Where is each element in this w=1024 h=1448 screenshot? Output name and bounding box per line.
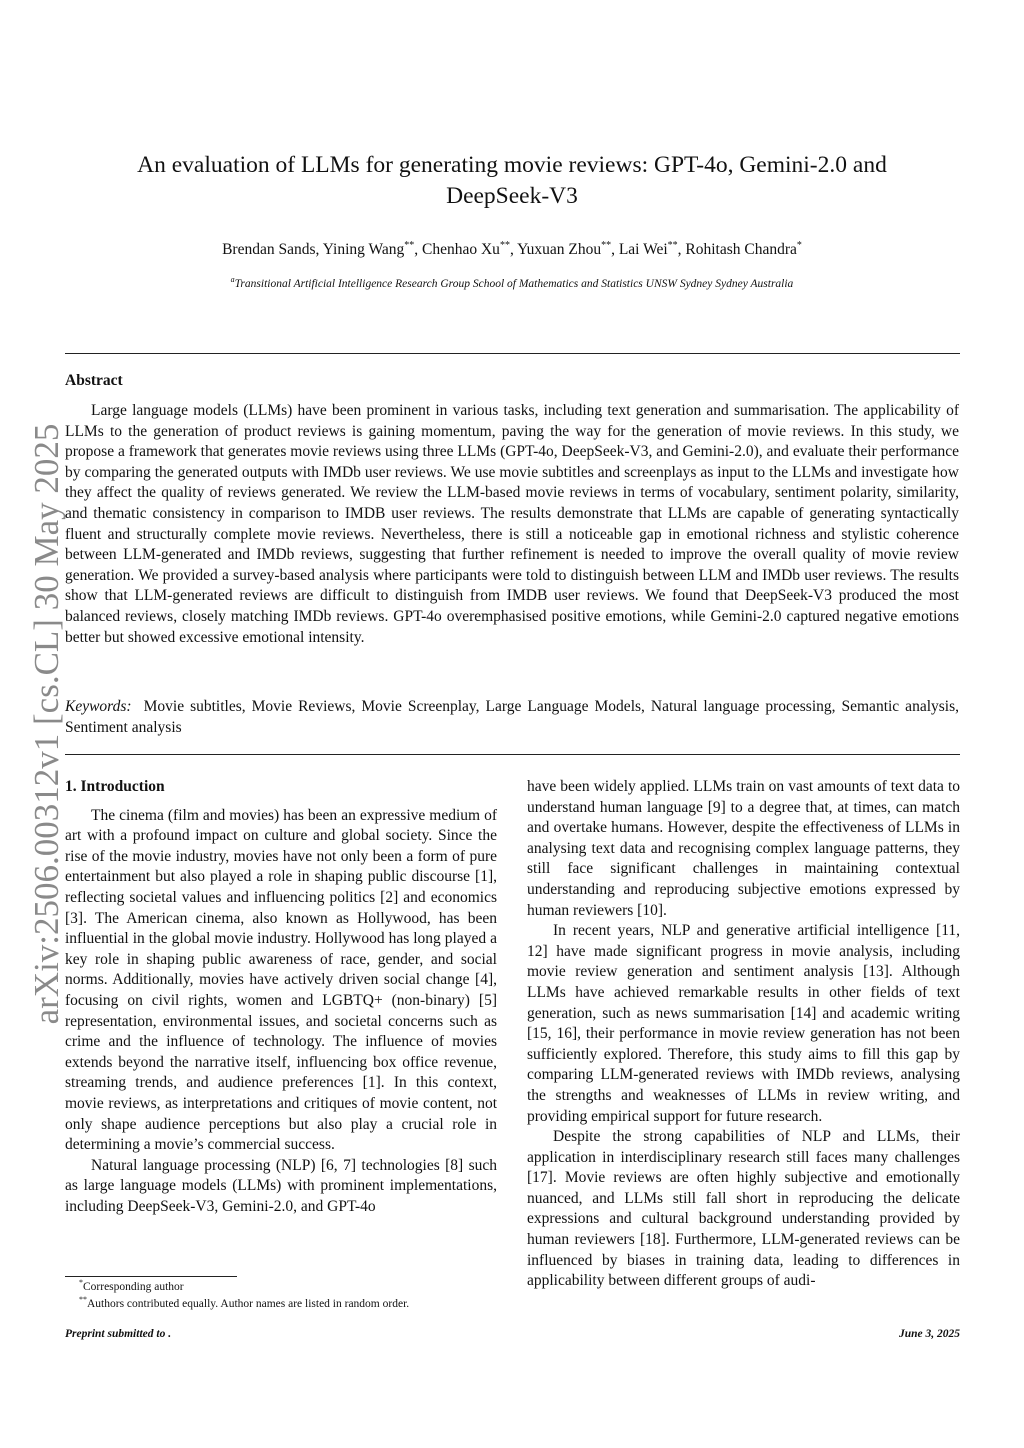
footnotes: [65, 1279, 505, 1312]
author-separator: ,: [414, 241, 423, 258]
affiliation-text: Transitional Artificial Intelligence Research Group School of Mathematics and Statistics UNSW Sydney Sydney Australia: [234, 278, 794, 290]
arxiv-identifier-stamp: [24, 420, 70, 1028]
intro-paragraph-1: The cinema (film and movies) has been an expressive medium of art with a profound impact on culture and global society. Since the rise of the movie industry, movies have not only been a form of pure entertainment but also played a role in shaping public discourse [1], reflecting societal values and influencing politics [2] and economics [3]. The American cinema, also known as Hollywood, has been influential in the global movie industry. Hollywood has long played a key role in shaping public awareness of race, gender, and social norms. Additionally, movies have actively driven social change [4], focusing on civil rights, women and LGBTQ+ (non-binary) [5] representation, environmental issues, and societal concerns such as crime and the influence of technology. The influence of movies extends beyond the narrative itself, influencing box office revenue, streaming trends, and audience preferences [1]. In this context, movie reviews, as interpretations and critiques of movie content, not only shape audience perceptions but also play a crucial role in determining a movie’s commercial success.: [65, 806, 497, 1154]
footer-date: June 3, 2025: [898, 1328, 960, 1340]
author-separator: ,: [677, 241, 686, 258]
author-mark: **: [404, 239, 415, 251]
section-divider: [65, 754, 960, 755]
paper-title-line-1: An evaluation of LLMs for generating movie reviews: GPT-4o, Gemini-2.0 and: [137, 152, 887, 178]
footnote: [65, 1279, 505, 1296]
author-separator: ,: [509, 241, 518, 258]
author-mark: **: [499, 239, 510, 251]
affiliation: [60, 276, 964, 292]
footnote-text: Authors contributed equally. Author names are listed in random order.: [87, 1297, 410, 1310]
author-separator: ,: [611, 241, 619, 258]
introduction-heading: 1. Introduction: [65, 778, 165, 795]
footnote: [65, 1296, 505, 1313]
author-name: Yining Wang: [322, 241, 405, 258]
intro-paragraph-2: Natural language processing (NLP) [6, 7] technologies [8] such as large language models (LLMs) with prominent implementations, including DeepSeek-V3, Gemini-2.0, and GPT-4o: [65, 1156, 497, 1215]
abstract-heading: Abstract: [65, 372, 123, 389]
author-name: Chenhao Xu: [422, 241, 500, 258]
arxiv-identifier-text: arXiv:2506.00312v1 [cs.CL] 30 May 2025: [27, 423, 66, 1025]
author-mark: **: [601, 239, 612, 251]
top-divider: [65, 353, 960, 354]
author-name: Brendan Sands: [222, 241, 316, 258]
author-name: Lai Wei: [618, 241, 668, 258]
footnote-divider: [65, 1276, 237, 1277]
keywords: [65, 697, 959, 738]
author-name: Yuxuan Zhou: [517, 241, 602, 258]
intro-paragraph-4: Despite the strong capabilities of NLP and LLMs, their application in interdisciplinary research still faces many challenges [17]. Movie reviews are often highly subjective and emotionally nuanced, and LLMs still fall short in reproducing the delicate expressions and cultural background understanding provided by human reviewers [18]. Furthermore, LLM-generated reviews can be influenced by biases in training data, leading to differences in applicability between different groups of audi-: [527, 1128, 960, 1290]
footer-preprint-note: Preprint submitted to .: [65, 1328, 172, 1340]
author-list: [60, 240, 964, 260]
left-column: [65, 777, 497, 1217]
footnote-mark: **: [79, 1294, 87, 1304]
author-mark: **: [667, 239, 678, 251]
keywords-label: Keywords:: [65, 698, 132, 715]
right-column: [527, 777, 960, 1292]
author-name: Rohitash Chandra: [685, 241, 797, 258]
intro-paragraph-3: In recent years, NLP and generative artificial intelligence [11, 12] have made significant progress in movie analysis, including movie review generation and sentiment analysis [13]. Although LLMs have achieved remarkable results in other fields of text generation, such as news summarisation [14] and academic writing [15, 16], their performance in movie review generation has not been sufficiently explored. Therefore, this study aims to fill this gap by comparing LLM-generated reviews with IMDb reviews, analysing the strengths and weaknesses of LLMs in review writing, and providing empirical support for future research.: [527, 922, 960, 1125]
intro-paragraph-2-continued: have been widely applied. LLMs train on vast amounts of text data to understand human language [9] to a degree that, at times, can match and overtake humans. However, despite the effectiveness of LLMs in analysing text data and recognising complex language patterns, they still face significant challenges in maintaining contextual understanding and reproducing subjective emotions expressed by human reviewers [10].: [527, 778, 960, 919]
paper-title: [60, 150, 964, 212]
paper-title-line-2: DeepSeek-V3: [446, 183, 578, 209]
keywords-text: Movie subtitles, Movie Reviews, Movie Screenplay, Large Language Models, Natural language processing, Semantic analysis, Sentiment analysis: [65, 698, 959, 736]
footnote-text: Corresponding author: [83, 1281, 184, 1293]
abstract-body: Large language models (LLMs) have been prominent in various tasks, including text generation and summarisation. The applicability of LLMs to the generation of product reviews is gaining momentum, paving the way for the generation of movie reviews. In this study, we propose a framework that generates movie reviews using three LLMs (GPT-4o, DeepSeek-V3, and Gemini-2.0), and evaluate their performance by comparing the generated outputs with IMDb user reviews. We use movie subtitles and screenplays as input to the LLMs and investigate how they affect the quality of reviews generated. We review the LLM-based movie reviews in terms of vocabulary, sentiment polarity, similarity, and thematic consistency in comparison to IMDB user reviews. The results demonstrate that LLMs are capable of generating syntactically fluent and structurally complete movie reviews. Nevertheless, there is still a noticeable gap in emotional richness and stylistic coherence between LLM-generated and IMDb reviews, suggesting that further refinement is needed to improve the overall quality of movie review generation. We provided a survey-based analysis where participants were told to distinguish between LLM and IMDb user reviews. The results show that LLM-generated reviews are difficult to distinguish from IMDB user reviews. We found that DeepSeek-V3 produced the most balanced reviews, closely matching IMDb reviews. GPT-4o overemphasised positive emotions, while Gemini-2.0 captured negative emotions better but showed excessive emotional intensity.: [65, 402, 959, 646]
footnote-mark: *: [79, 1278, 83, 1288]
affiliation-mark: a: [230, 275, 235, 285]
author-separator: ,: [315, 241, 323, 258]
author-mark: *: [796, 239, 802, 251]
